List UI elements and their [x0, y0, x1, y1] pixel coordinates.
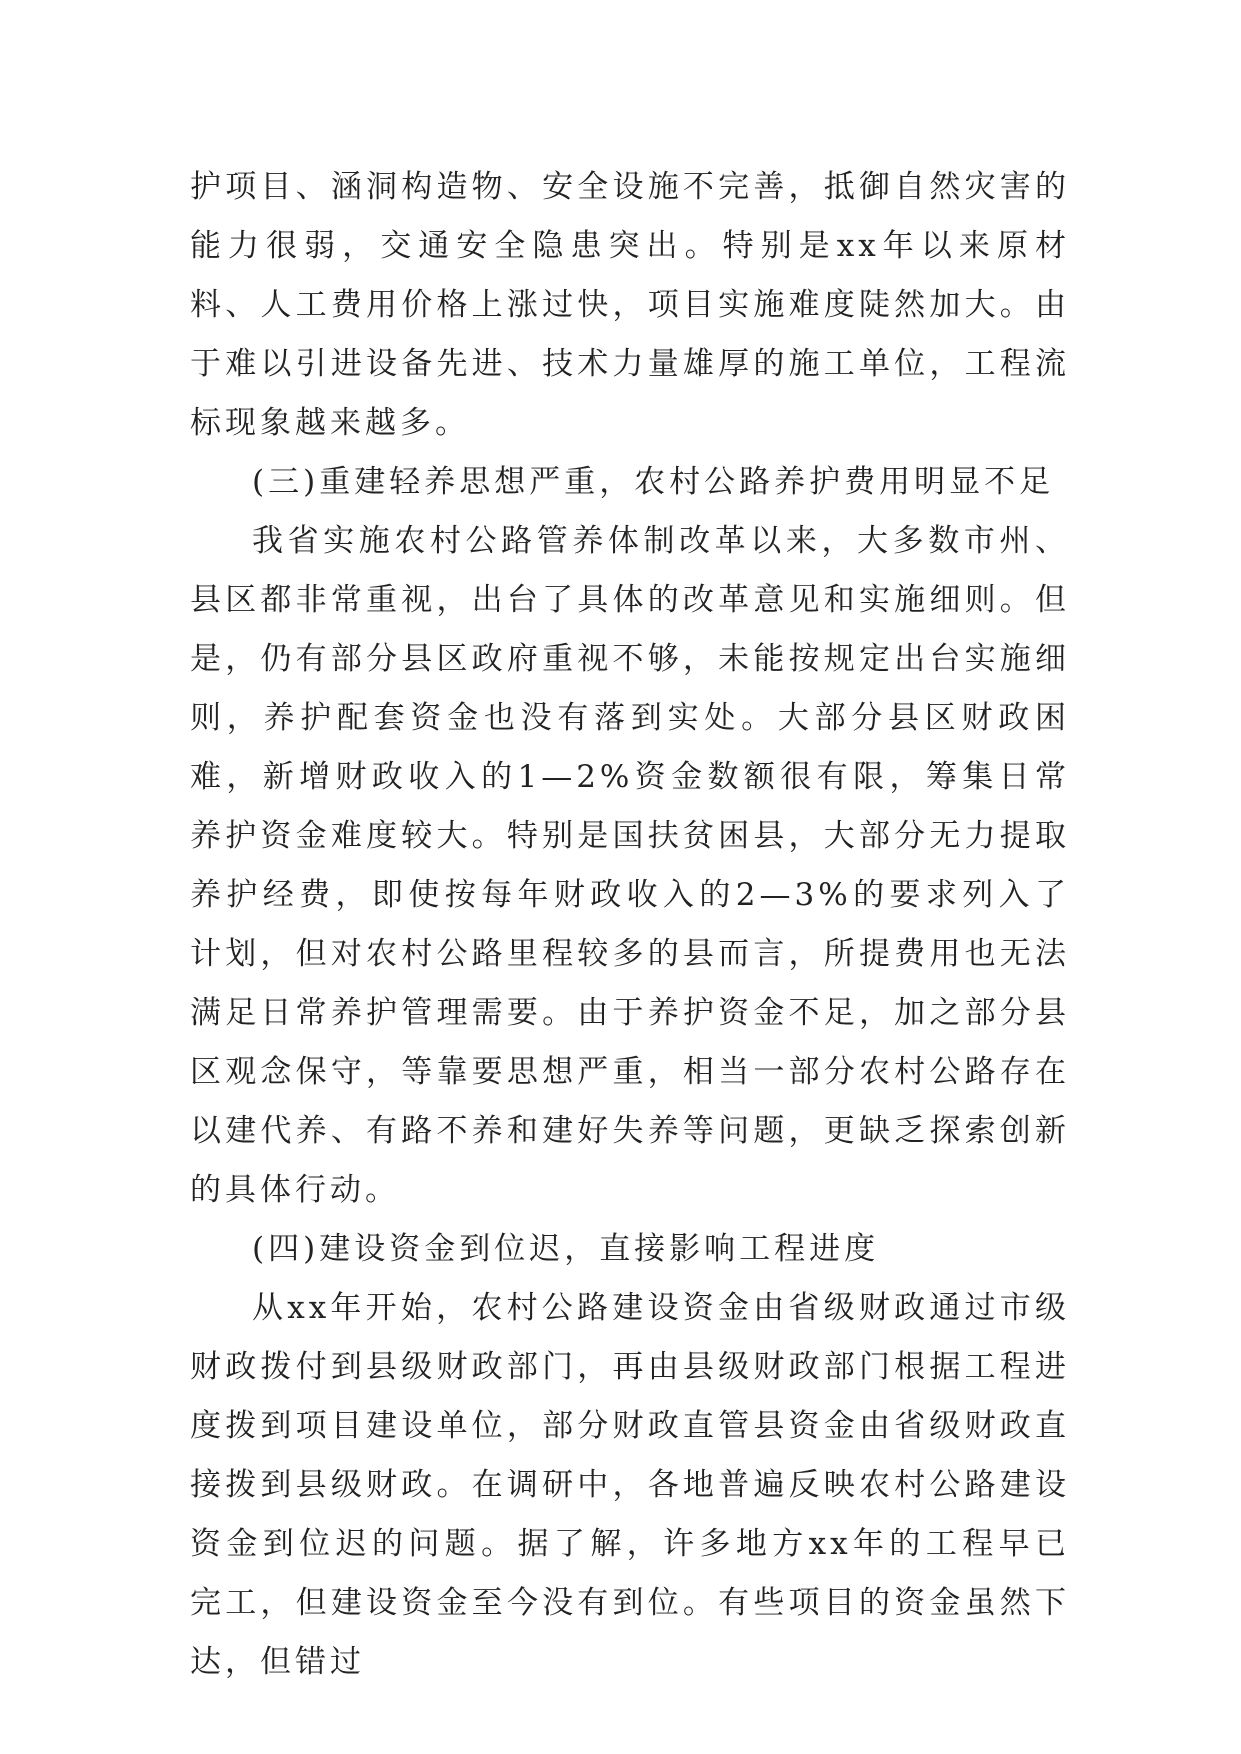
document-body: [190, 158, 1070, 1692]
paragraph-continued: 护项目、涵洞构造物、安全设施不完善，抵御自然灾害的能力很弱，交通安全隐患突出。特别是xx年以来原材料、人工费用价格上涨过快，项目实施难度陡然加大。由于难以引进设备先进、技术力量雄厚的施工单位，工程流标现象越来越多。: [190, 169, 1070, 441]
section-heading-four: (四)建设资金到位迟，直接影响工程进度: [252, 1231, 880, 1267]
paragraph-section-four: 从xx年开始，农村公路建设资金由省级财政通过市级财政拨付到县级财政部门，再由县级财政部门根据工程进度拨到项目建设单位，部分财政直管县资金由省级财政直接拨到县级财政。在调研中，各地普遍反映农村公路建设资金到位迟的问题。据了解，许多地方xx年的工程早已完工，但建设资金至今没有到位。有些项目的资金虽然下达，但错过: [190, 1290, 1070, 1680]
section-heading-three: (三)重建轻养思想严重，农村公路养护费用明显不足: [252, 464, 1055, 500]
paragraph-section-three: 我省实施农村公路管养体制改革以来，大多数市州、县区都非常重视，出台了具体的改革意见和实施细则。但是，仍有部分县区政府重视不够，未能按规定出台实施细则，养护配套资金也没有落到实处。大部分县区财政困难，新增财政收入的1—2%资金数额很有限，筹集日常养护资金难度较大。特别是国扶贫困县，大部分无力提取养护经费，即使按每年财政收入的2—3%的要求列入了计划，但对农村公路里程较多的县而言，所提费用也无法满足日常养护管理需要。由于养护资金不足，加之部分县区观念保守，等靠要思想严重，相当一部分农村公路存在以建代养、有路不养和建好失养等问题，更缺乏探索创新的具体行动。: [190, 523, 1070, 1208]
